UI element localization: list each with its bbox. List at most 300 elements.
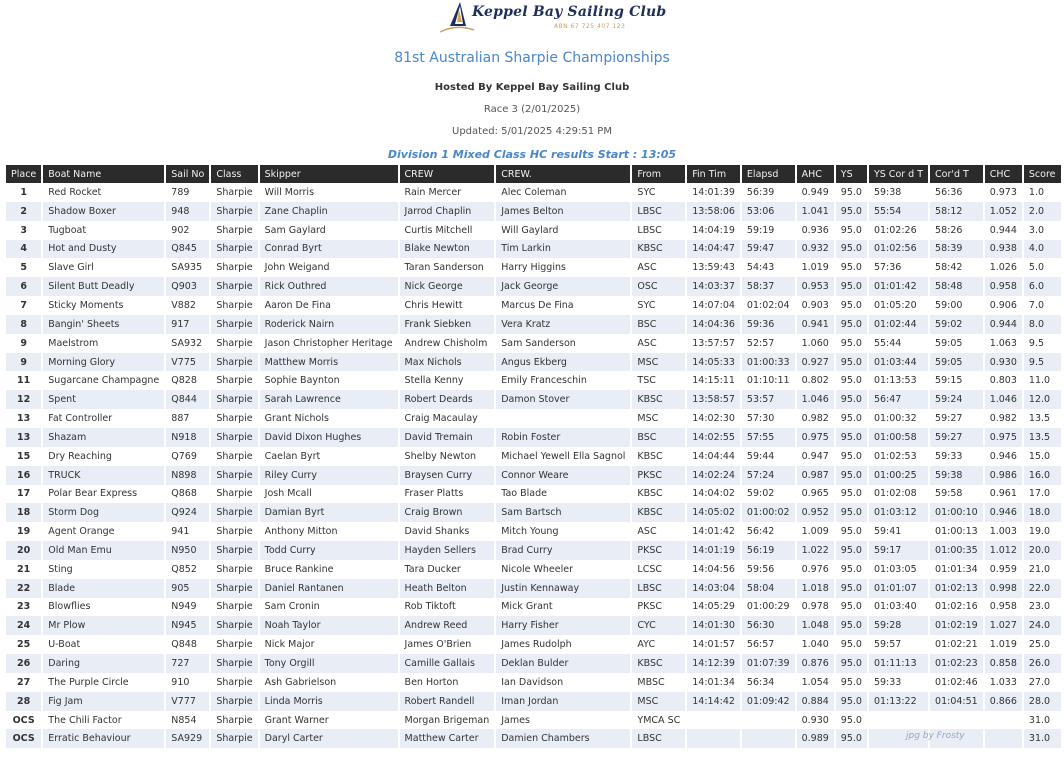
cell-chc: 0.930 — [985, 353, 1022, 372]
cell-ys-corrected-time: 01:11:13 — [869, 654, 928, 673]
cell-elapsed — [742, 711, 795, 730]
results-table — [4, 165, 1063, 748]
cell-fin-time: 14:01:34 — [692, 676, 735, 688]
table-row — [6, 485, 1061, 504]
cell-ys: 95.0 — [836, 579, 867, 598]
cell-corrected-time: 59:00 — [935, 299, 963, 311]
cell-score: 9.5 — [1028, 337, 1045, 349]
cell-fin-time: 14:01:39 — [692, 186, 735, 198]
page-title: 81st Australian Sharpie Championships — [394, 50, 670, 66]
cell-fin-time: 14:04:44 — [692, 450, 735, 462]
cell-crew: Nick George — [400, 277, 495, 296]
cell-boat-name: Fat Controller — [48, 413, 113, 425]
table-row — [6, 183, 1061, 202]
cell-crew: Matthew Carter — [400, 729, 495, 748]
cell-fin-time: 14:02:30 — [692, 413, 735, 425]
cell-sail-no: N898 — [166, 466, 209, 485]
cell-score: 7.0 — [1028, 299, 1045, 311]
cell-chc: 0.958 — [985, 277, 1022, 296]
cell-class: Sharpie — [216, 224, 253, 236]
cell-place: 21 — [17, 563, 31, 575]
cell-corrected-time: 01:02:19 — [930, 616, 983, 635]
cell-class: Sharpie — [211, 692, 257, 711]
cell-elapsed: 01:00:33 — [742, 353, 795, 372]
cell-chc — [985, 711, 1022, 730]
cell-elapsed: 57:30 — [746, 413, 775, 425]
cell-crew2: Sam Bartsch — [496, 503, 630, 522]
cell-sail-no: 941 — [171, 526, 190, 538]
cell-chc: 0.938 — [985, 240, 1022, 259]
cell-crew: David Shanks — [404, 526, 470, 538]
cell-from: ASC — [637, 262, 657, 274]
cell-crew2: James Belton — [496, 202, 630, 221]
cell-ahc: 1.009 — [801, 526, 829, 538]
cell-fin-time: 14:05:33 — [687, 353, 740, 372]
cell-elapsed: 57:55 — [742, 428, 795, 447]
cell-sail-no: SA929 — [166, 729, 209, 748]
cell-from: YMCA SC — [637, 714, 681, 726]
cell-chc: 0.998 — [985, 579, 1022, 598]
cell-ys-corrected-time: 01:03:44 — [869, 353, 928, 372]
cell-ahc: 0.953 — [797, 277, 834, 296]
cell-chc: 0.959 — [989, 563, 1017, 575]
cell-score: 26.0 — [1024, 654, 1061, 673]
cell-crew: Ben Horton — [404, 676, 459, 688]
cell-score: 2.0 — [1024, 202, 1061, 221]
cell-place: 19 — [17, 526, 31, 538]
table-row — [6, 598, 1061, 617]
cell-elapsed: 01:09:42 — [742, 692, 795, 711]
cell-class: Sharpie — [216, 676, 253, 688]
cell-class: Sharpie — [216, 413, 253, 425]
cell-chc: 1.046 — [985, 390, 1022, 409]
column-header-class: Class — [211, 165, 257, 183]
cell-score: 31.0 — [1024, 729, 1061, 748]
watermark: jpg by Frosty — [906, 731, 965, 741]
cell-ahc: 1.041 — [797, 202, 834, 221]
cell-skipper: Anthony Mitton — [264, 526, 338, 538]
cell-from: BSC — [632, 315, 685, 334]
table-row — [6, 616, 1061, 635]
cell-ahc: 1.048 — [797, 616, 834, 635]
cell-corrected-time: 01:02:21 — [935, 639, 978, 651]
cell-chc: 0.982 — [989, 413, 1017, 425]
cell-corrected-time: 01:00:13 — [935, 526, 978, 538]
cell-class: Sharpie — [211, 729, 257, 748]
cell-sail-no: Q769 — [171, 450, 197, 462]
cell-crew: Robert Randell — [400, 692, 495, 711]
cell-boat-name: Polar Bear Express — [48, 488, 138, 500]
cell-skipper: John Weigand — [264, 262, 330, 274]
cell-elapsed: 52:57 — [746, 337, 775, 349]
cell-crew2: Sam Sanderson — [501, 337, 576, 349]
cell-ys: 95.0 — [840, 413, 862, 425]
cell-ys: 95.0 — [840, 563, 862, 575]
cell-from: LCSC — [637, 563, 663, 575]
cell-from: KBSC — [632, 654, 685, 673]
cell-skipper: Nick Major — [264, 639, 315, 651]
cell-from: MSC — [632, 692, 685, 711]
cell-from: KBSC — [637, 488, 663, 500]
cell-crew2: Will Gaylard — [501, 224, 559, 236]
cell-chc: 0.906 — [989, 299, 1017, 311]
cell-crew2: Deklan Bulder — [496, 654, 630, 673]
cell-class: Sharpie — [216, 526, 253, 538]
cell-crew2: James — [501, 714, 530, 726]
cell-class: Sharpie — [211, 353, 257, 372]
cell-fin-time: 14:07:04 — [692, 299, 735, 311]
cell-chc: 1.033 — [989, 676, 1017, 688]
cell-crew: Andrew Reed — [400, 616, 495, 635]
cell-skipper: Matthew Morris — [260, 353, 398, 372]
cell-skipper: Sam Cronin — [264, 601, 320, 613]
cell-crew: Andrew Chisholm — [404, 337, 488, 349]
cell-place: 9 — [20, 337, 27, 349]
cell-corrected-time: 59:27 — [930, 428, 983, 447]
cell-place: 13 — [6, 428, 41, 447]
cell-class: Sharpie — [211, 428, 257, 447]
cell-fin-time: 14:04:19 — [692, 224, 735, 236]
cell-elapsed: 59:36 — [742, 315, 795, 334]
cell-ys-corrected-time: 59:17 — [869, 541, 928, 560]
cell-ys-corrected-time: 01:01:42 — [869, 277, 928, 296]
cell-ahc: 1.040 — [801, 639, 829, 651]
cell-fin-time: 14:03:37 — [687, 277, 740, 296]
cell-ys-corrected-time: 55:44 — [873, 337, 902, 349]
hosted-by: Hosted By Keppel Bay Sailing Club — [434, 82, 630, 93]
cell-elapsed: 56:39 — [746, 186, 775, 198]
cell-boat-name: Sting — [48, 563, 73, 575]
cell-place: 22 — [6, 579, 41, 598]
cell-ahc: 0.949 — [801, 186, 829, 198]
cell-crew: Hayden Sellers — [400, 541, 495, 560]
cell-crew: Chris Hewitt — [404, 299, 463, 311]
cell-ahc: 0.987 — [797, 466, 834, 485]
table-row — [6, 240, 1061, 259]
cell-from: BSC — [632, 428, 685, 447]
cell-from: OSC — [632, 277, 685, 296]
cell-crew2: Vera Kratz — [496, 315, 630, 334]
cell-ys: 95.0 — [836, 466, 867, 485]
cell-crew2: Robin Foster — [496, 428, 630, 447]
cell-fin-time: 14:15:11 — [692, 375, 735, 387]
cell-ys-corrected-time: 57:36 — [873, 262, 902, 274]
cell-fin-time: 14:02:24 — [687, 466, 740, 485]
cell-place: 18 — [6, 503, 41, 522]
cell-ys-corrected-time: 59:57 — [873, 639, 902, 651]
cell-fin-time: 14:02:55 — [687, 428, 740, 447]
cell-sail-no: Q868 — [171, 488, 197, 500]
cell-place: 6 — [6, 277, 41, 296]
cell-from: LBSC — [632, 729, 685, 748]
cell-ahc: 1.054 — [801, 676, 829, 688]
cell-from: ASC — [637, 526, 657, 538]
cell-corrected-time: 01:02:46 — [935, 676, 978, 688]
cell-corrected-time: 01:04:51 — [930, 692, 983, 711]
cell-crew2: Justin Kennaway — [496, 579, 630, 598]
club-logo — [436, 0, 667, 36]
cell-elapsed: 59:47 — [742, 240, 795, 259]
cell-crew2: Jack George — [496, 277, 630, 296]
cell-elapsed: 53:06 — [742, 202, 795, 221]
cell-ahc: 1.018 — [797, 579, 834, 598]
cell-ys-corrected-time: 55:54 — [869, 202, 928, 221]
cell-place: 3 — [20, 224, 27, 236]
cell-chc: 0.946 — [985, 503, 1022, 522]
cell-ys: 95.0 — [840, 639, 862, 651]
cell-fin-time: 14:05:02 — [687, 503, 740, 522]
cell-ys: 95.0 — [836, 428, 867, 447]
cell-boat-name: The Purple Circle — [48, 676, 129, 688]
cell-place: 7 — [20, 299, 27, 311]
cell-score: 25.0 — [1028, 639, 1051, 651]
cell-fin-time: 14:05:29 — [692, 601, 735, 613]
cell-sail-no: SA935 — [171, 262, 203, 274]
cell-crew2: Mitch Young — [501, 526, 559, 538]
cell-crew2: Alec Coleman — [501, 186, 567, 198]
cell-chc: 1.063 — [989, 337, 1017, 349]
cell-ys-corrected-time: 01:05:20 — [873, 299, 917, 311]
cell-elapsed: 59:56 — [746, 563, 775, 575]
cell-class: Sharpie — [211, 541, 257, 560]
cell-ys-corrected-time: 01:00:32 — [873, 413, 917, 425]
cell-place: 17 — [17, 488, 31, 500]
cell-crew2: Angus Ekberg — [496, 353, 630, 372]
table-row — [6, 579, 1061, 598]
cell-score: 24.0 — [1024, 616, 1061, 635]
cell-sail-no: N949 — [171, 601, 197, 613]
cell-boat-name: Old Man Emu — [43, 541, 164, 560]
cell-elapsed: 56:19 — [742, 541, 795, 560]
table-row — [6, 522, 1061, 541]
cell-boat-name: Morning Glory — [43, 353, 164, 372]
cell-ys-corrected-time: 59:33 — [873, 676, 902, 688]
table-header-row — [6, 165, 1061, 183]
cell-from: KBSC — [637, 450, 663, 462]
cell-skipper: Rick Outhred — [260, 277, 398, 296]
cell-skipper: Aaron De Fina — [264, 299, 331, 311]
cell-ys-corrected-time: 01:13:53 — [873, 375, 917, 387]
cell-ys: 95.0 — [836, 729, 867, 748]
cell-crew2: Ian Davidson — [501, 676, 564, 688]
cell-elapsed: 01:00:29 — [746, 601, 790, 613]
cell-from: PKSC — [632, 541, 685, 560]
cell-class: Sharpie — [211, 240, 257, 259]
cell-fin-time: 13:58:06 — [687, 202, 740, 221]
cell-fin-time: 13:58:57 — [687, 390, 740, 409]
cell-ahc: 1.046 — [797, 390, 834, 409]
cell-skipper: Daniel Rantanen — [260, 579, 398, 598]
cell-boat-name: Slave Girl — [48, 262, 94, 274]
cell-sail-no: Q828 — [171, 375, 197, 387]
column-header-score: Score — [1024, 165, 1061, 183]
cell-skipper: Sophie Baynton — [264, 375, 340, 387]
cell-place: 24 — [6, 616, 41, 635]
cell-sail-no: 887 — [171, 413, 190, 425]
cell-score: 9.5 — [1024, 353, 1061, 372]
cell-corrected-time: 58:39 — [930, 240, 983, 259]
cell-skipper: Sarah Lawrence — [260, 390, 398, 409]
cell-sail-no: 917 — [166, 315, 209, 334]
cell-crew2: Emily Franceschin — [501, 375, 587, 387]
cell-place: 2 — [6, 202, 41, 221]
cell-score: 13.5 — [1024, 428, 1061, 447]
cell-from: PKSC — [637, 601, 663, 613]
cell-skipper: Damian Byrt — [260, 503, 398, 522]
cell-corrected-time: 01:02:16 — [935, 601, 978, 613]
cell-ahc: 0.876 — [797, 654, 834, 673]
column-header-ys-corrected-time: YS Cor d T — [869, 165, 928, 183]
cell-elapsed: 58:37 — [742, 277, 795, 296]
table-row — [6, 258, 1061, 277]
cell-corrected-time: 58:12 — [930, 202, 983, 221]
cell-crew: Camille Gallais — [400, 654, 495, 673]
cell-class: Sharpie — [211, 654, 257, 673]
cell-class: Sharpie — [216, 262, 253, 274]
cell-from: MSC — [632, 353, 685, 372]
cell-ys: 95.0 — [836, 692, 867, 711]
cell-ahc: 1.060 — [801, 337, 829, 349]
cell-crew2: Michael Yewell Ella Sagnol — [501, 450, 626, 462]
cell-boat-name: Red Rocket — [48, 186, 102, 198]
cell-ys-corrected-time: 59:41 — [873, 526, 902, 538]
division-heading: Division 1 Mixed Class HC results Start : 13:05 — [387, 148, 677, 161]
cell-sail-no: 910 — [171, 676, 190, 688]
table-row — [6, 654, 1061, 673]
cell-sail-no: Q848 — [171, 639, 197, 651]
cell-sail-no: N854 — [171, 714, 197, 726]
cell-crew: Tara Ducker — [404, 563, 461, 575]
cell-place: 9 — [6, 353, 41, 372]
cell-boat-name: Shazam — [43, 428, 164, 447]
cell-crew2: Brad Curry — [496, 541, 630, 560]
cell-corrected-time — [930, 711, 983, 730]
cell-ahc: 1.022 — [797, 541, 834, 560]
cell-corrected-time: 58:48 — [930, 277, 983, 296]
cell-skipper: Ash Gabrielson — [264, 676, 337, 688]
cell-class: Sharpie — [211, 202, 257, 221]
cell-from: MSC — [637, 413, 659, 425]
cell-chc: 0.986 — [985, 466, 1022, 485]
cell-class: Sharpie — [211, 390, 257, 409]
cell-score: 21.0 — [1028, 563, 1051, 575]
column-header-crew2: CREW. — [496, 165, 630, 183]
cell-chc: 1.052 — [985, 202, 1022, 221]
cell-boat-name: Agent Orange — [48, 526, 115, 538]
cell-place: OCS — [6, 729, 41, 748]
cell-sail-no: N945 — [166, 616, 209, 635]
cell-from: AYC — [637, 639, 656, 651]
cell-score: 20.0 — [1024, 541, 1061, 560]
cell-chc: 0.958 — [989, 601, 1017, 613]
column-header-boat-name: Boat Name — [43, 165, 164, 183]
cell-place: 1 — [20, 186, 27, 198]
cell-sail-no: V882 — [171, 299, 196, 311]
cell-class: Sharpie — [216, 450, 253, 462]
cell-chc: 0.961 — [989, 488, 1017, 500]
cell-skipper: Tony Orgill — [260, 654, 398, 673]
cell-sail-no: 789 — [171, 186, 190, 198]
cell-corrected-time: 59:27 — [935, 413, 963, 425]
cell-chc: 1.012 — [985, 541, 1022, 560]
cell-ys-corrected-time — [869, 711, 928, 730]
table-row — [6, 503, 1061, 522]
cell-ys: 95.0 — [840, 262, 862, 274]
cell-ahc: 0.947 — [801, 450, 829, 462]
cell-skipper: Bruce Rankine — [264, 563, 334, 575]
cell-class: Sharpie — [211, 277, 257, 296]
cell-from: LBSC — [637, 224, 662, 236]
cell-score: 6.0 — [1024, 277, 1061, 296]
table-row — [6, 371, 1061, 390]
cell-from: CYC — [632, 616, 685, 635]
cell-corrected-time: 59:05 — [930, 353, 983, 372]
cell-score: 23.0 — [1028, 601, 1051, 613]
cell-ahc: 0.952 — [797, 503, 834, 522]
cell-boat-name: Shadow Boxer — [43, 202, 164, 221]
cell-skipper: Zane Chaplin — [260, 202, 398, 221]
cell-ys-corrected-time: 01:03:05 — [873, 563, 917, 575]
cell-class: Sharpie — [211, 315, 257, 334]
cell-score: 27.0 — [1028, 676, 1051, 688]
cell-crew: Taran Sanderson — [404, 262, 484, 274]
cell-class: Sharpie — [216, 375, 253, 387]
cell-crew2: Nicole Wheeler — [501, 563, 574, 575]
cell-chc: 0.858 — [985, 654, 1022, 673]
cell-class: Sharpie — [211, 466, 257, 485]
cell-corrected-time: 01:02:13 — [930, 579, 983, 598]
table-row — [6, 202, 1061, 221]
cell-ys: 95.0 — [836, 202, 867, 221]
cell-chc: 0.946 — [989, 450, 1017, 462]
cell-crew: Jarrod Chaplin — [400, 202, 495, 221]
cell-score: 19.0 — [1028, 526, 1051, 538]
cell-from: PKSC — [632, 466, 685, 485]
column-header-place: Place — [6, 165, 41, 183]
cell-elapsed: 56:30 — [742, 616, 795, 635]
cell-chc: 0.973 — [989, 186, 1017, 198]
cell-boat-name: The Chili Factor — [48, 714, 122, 726]
cell-elapsed: 01:00:02 — [742, 503, 795, 522]
cell-from: SYC — [637, 186, 656, 198]
cell-crew: Rain Mercer — [404, 186, 462, 198]
cell-score: 17.0 — [1028, 488, 1051, 500]
cell-corrected-time: 01:00:10 — [930, 503, 983, 522]
cell-score: 5.0 — [1028, 262, 1045, 274]
cell-ahc: 0.982 — [801, 413, 829, 425]
table-row — [6, 466, 1061, 485]
cell-ys: 95.0 — [840, 375, 862, 387]
cell-class: Sharpie — [211, 503, 257, 522]
cell-sail-no: N950 — [166, 541, 209, 560]
cell-skipper: Grant Warner — [264, 714, 329, 726]
cell-class: Sharpie — [216, 186, 253, 198]
cell-skipper: Caelan Byrt — [264, 450, 321, 462]
cell-corrected-time: 56:36 — [935, 186, 963, 198]
table-row — [6, 635, 1061, 654]
cell-elapsed: 59:44 — [746, 450, 775, 462]
cell-crew: Craig Brown — [400, 503, 495, 522]
cell-place: 12 — [6, 390, 41, 409]
cell-crew2: Harry Higgins — [501, 262, 566, 274]
cell-ahc: 0.989 — [797, 729, 834, 748]
cell-ys: 95.0 — [836, 315, 867, 334]
cell-fin-time — [687, 711, 740, 730]
cell-score: 4.0 — [1024, 240, 1061, 259]
cell-boat-name: Blade — [43, 579, 164, 598]
cell-crew2: Tao Blade — [501, 488, 547, 500]
cell-ys-corrected-time: 01:00:25 — [869, 466, 928, 485]
